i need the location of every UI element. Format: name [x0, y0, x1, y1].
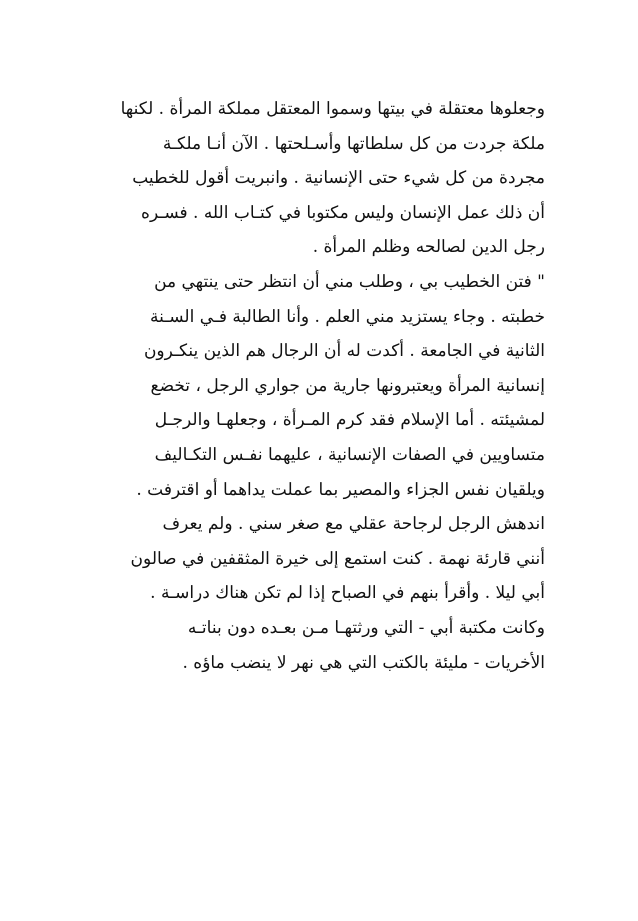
text-line: الثانية في الجامعة . أكدت له أن الرجال هم الذين ينكـرون	[143, 341, 545, 362]
text-line: ويلقيان نفس الجزاء والمصير بما عملت يداهما أو اقترفت .	[136, 479, 545, 500]
text-line: " فتن الخطيب بي ، وطلب مني أن انتظر حتى ينتهي من	[154, 271, 545, 292]
text-line: متساويين في الصفات الإنسانية ، عليهما نفـس التكـاليف	[154, 444, 545, 465]
text-line: الأخريات - مليئة بالكتب التي هي نهر لا ينضب ماؤه .	[182, 652, 545, 673]
text-line: لمشيئته . أما الإسلام فقد كرم المـرأة ، وجعلهـا والرجـل	[154, 410, 545, 431]
text-line: أن ذلك عمل الإنسان وليس مكتوبا في كتـاب الله . فسـره	[141, 202, 545, 223]
text-line: وكانت مكتبة أبي - التي ورثتهـا مـن بعـده دون بناتـه	[187, 617, 545, 638]
text-line: مجردة من كل شيء حتى الإنسانية . وانبريت أقول للخطيب	[132, 168, 545, 189]
text-line: اندهش الرجل لرجاحة عقلي مع صغر سني . ولم يعرف	[162, 514, 545, 535]
text-line: ملكة جردت من كل سلطاتها وأسـلحتها . الآن أنـا ملكـة	[162, 133, 545, 154]
text-line: وجعلوها معتقلة في بيتها وسموا المعتقل مملكة المرأة . لكنها	[120, 99, 545, 119]
text-line: إنسانية المرأة ويعتبرونها جارية من جواري الرجل ، تخضع	[150, 375, 545, 396]
body-text	[94, 92, 545, 680]
text-line: أبي ليلا . وأقرأ بنهم في الصباح إذا لم تكن هناك دراسـة .	[150, 583, 545, 604]
text-line: أنني قارئة نهمة . كنت استمع إلى خيرة المثقفين في صالون	[130, 548, 545, 569]
text-line: خطبته . وجاء يستزيد مني العلم . وأنا الطالبة فـي السـنة	[150, 306, 545, 327]
text-line: رجل الدين لصالحه وظلم المرأة .	[312, 237, 545, 258]
